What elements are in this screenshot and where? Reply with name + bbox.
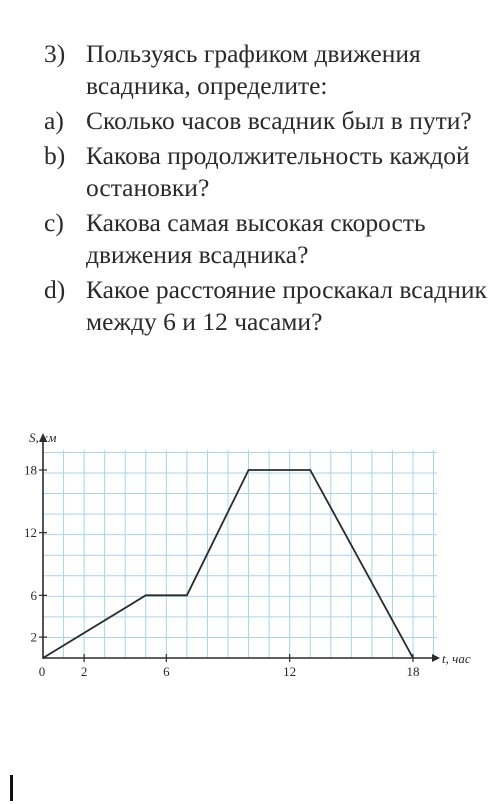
distance-time-chart bbox=[0, 420, 500, 700]
question-label: a) bbox=[44, 106, 64, 135]
question-label: 3) bbox=[44, 39, 66, 68]
x-axis-label: t, час bbox=[442, 651, 471, 666]
question-a bbox=[44, 105, 490, 137]
x-tick-label: 2 bbox=[80, 664, 88, 679]
x-tick-label: 6 bbox=[163, 664, 170, 679]
x-axis-arrow bbox=[432, 654, 440, 662]
series-point bbox=[248, 469, 250, 471]
y-tick-label: 6 bbox=[30, 587, 37, 603]
y-tick-label: 12 bbox=[24, 525, 37, 541]
question-text: Какое расстояние проскакал всадник между 6 и 12 часами? bbox=[86, 275, 487, 336]
series-point bbox=[412, 657, 414, 659]
question-label: d) bbox=[44, 275, 66, 304]
question-text: Сколько часов всадник был в пути? bbox=[86, 106, 472, 135]
question-list bbox=[44, 38, 490, 341]
question-label: b) bbox=[44, 141, 66, 170]
series-point bbox=[186, 594, 188, 596]
question-label: c) bbox=[44, 208, 64, 237]
x-tick-label: 0 bbox=[38, 664, 46, 679]
y-tick-label: 18 bbox=[24, 462, 37, 478]
question-b bbox=[44, 140, 490, 204]
y-tick-label: 2 bbox=[30, 629, 37, 645]
question-text: Какова продолжительность каждой остановки? bbox=[86, 141, 470, 202]
series-point bbox=[145, 594, 147, 596]
chart-canvas bbox=[0, 420, 500, 700]
question-3 bbox=[44, 38, 490, 102]
text-cursor bbox=[10, 775, 13, 801]
question-text: Пользуясь графиком движения всадника, определите: bbox=[86, 39, 421, 100]
question-d bbox=[44, 274, 490, 338]
x-tick-label: 18 bbox=[406, 664, 420, 679]
series-point bbox=[309, 469, 311, 471]
y-axis-label: S, км bbox=[29, 430, 57, 445]
x-tick-label: 12 bbox=[283, 664, 297, 679]
question-c bbox=[44, 207, 490, 271]
series-point bbox=[42, 657, 44, 659]
question-text: Какова самая высокая скорость движения всадника? bbox=[86, 208, 426, 269]
